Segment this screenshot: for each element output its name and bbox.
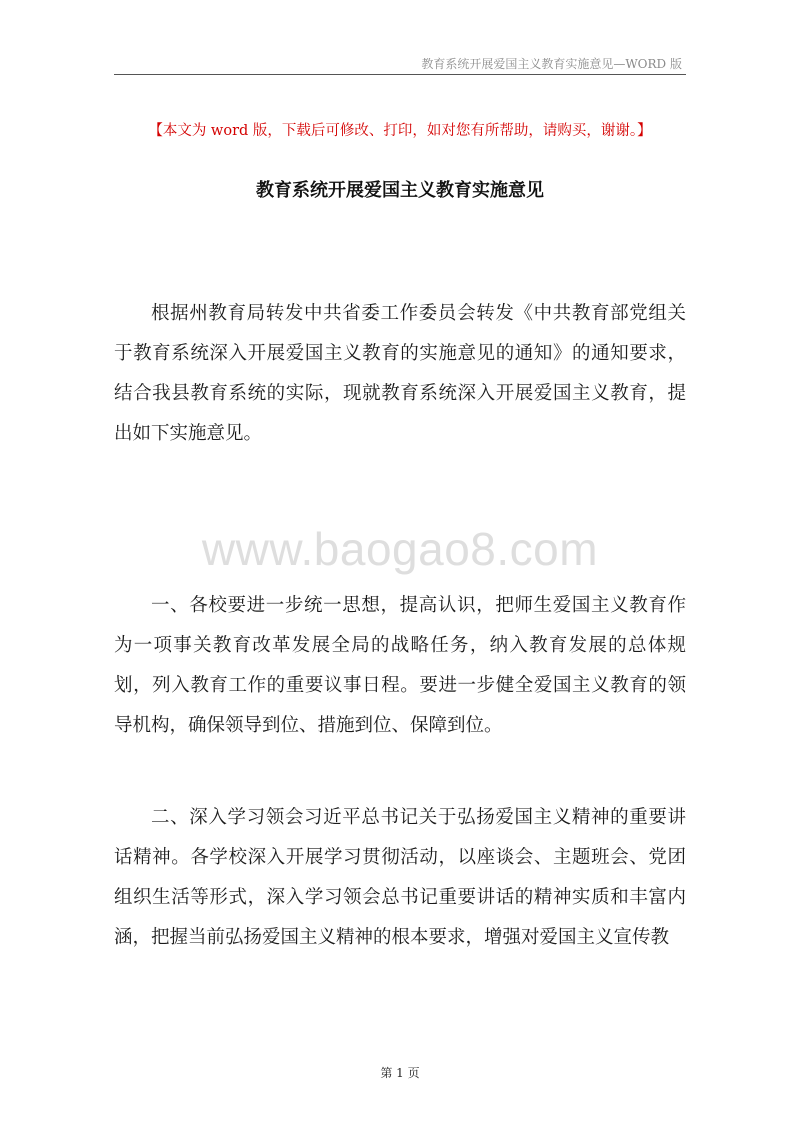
paragraph-section-1: 一、各校要进一步统一思想，提高认识，把师生爱国主义教育作为一项事关教育改革发展全局的战略任务，纳入教育发展的总体规划，列入教育工作的重要议事日程。要进一步健全爱国主义教育的领导机构，确保领导到位、措施到位、保障到位。 (114, 594, 686, 736)
page-number: 第 1 页 (380, 1066, 420, 1080)
header-divider (114, 74, 686, 75)
paragraph-intro: 根据州教育局转发中共省委工作委员会转发《中共教育部党组关于教育系统深入开展爱国主义教育的实施意见的通知》的通知要求，结合我县教育系统的实际，现就教育系统深入开展爱国主义教育，提出如下实施意见。 (114, 302, 686, 444)
watermark-text: www.baogao8.com (201, 523, 599, 575)
download-notice: 【本文为 word 版，下载后可修改、打印，如对您有所帮助，请购买，谢谢。】 (148, 123, 652, 139)
paragraph-section-2: 二、深入学习领会习近平总书记关于弘扬爱国主义精神的重要讲话精神。各学校深入开展学习贯彻活动，以座谈会、主题班会、党团组织生活等形式，深入学习领会总书记重要讲话的精神实质和丰富内涵，把握当前弘扬爱国主义精神的根本要求，增强对爱国主义宣传教 (114, 806, 686, 948)
running-header: 教育系统开展爱国主义教育实施意见—WORD 版 (421, 57, 682, 71)
document-title: 教育系统开展爱国主义教育实施意见 (256, 180, 544, 201)
